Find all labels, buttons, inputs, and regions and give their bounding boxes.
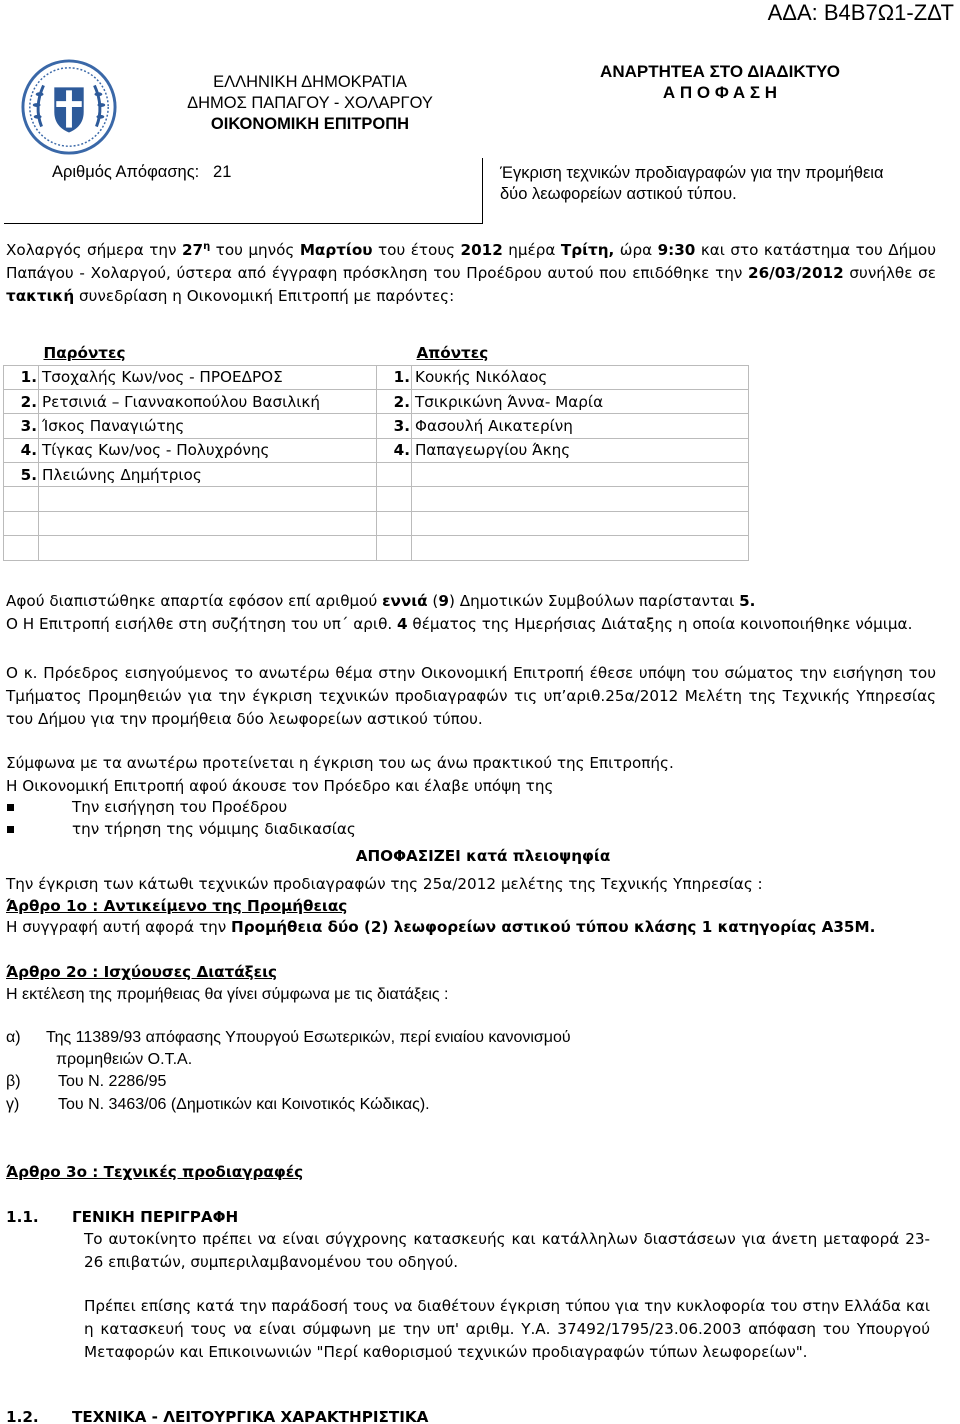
provision-text: Του Ν. 2286/95 [58, 1073, 167, 1090]
bullet-item: Την εισήγηση του Προέδρου [72, 798, 288, 816]
provision-text-cont: προμηθειών Ο.Τ.Α. [56, 1051, 193, 1068]
bullet-item: την τήρηση της νόμιμης διαδικασίας [72, 820, 356, 838]
section-1-paragraph-1: Το αυτοκίνητο πρέπει να είναι σύγχρονης κατασκευής και κατάλληλων διαστάσεων για άνετη μεταφορά 23-26 επιβατών, συμπεριλαμβανομένου του οδηγού. [84, 1230, 930, 1271]
header-country: ΕΛΛΗΝΙΚΗ ΔΗΜΟΚΡΑΤΙΑ [213, 73, 407, 91]
table-row: 1. Τσοχαλής Κων/νος - ΠΡΟΕΔΡΟΣ 1. Κουκής Νικόλαος [4, 365, 749, 389]
president-paragraph: Ο κ. Πρόεδρος εισηγούμενος το ανωτέρω θέμα στην Οικονομική Επιτροπή έθεσε υπόψη του σώματος την εισήγηση του Τμήματος Προμηθειών για την έγκριση τεχνικών προδιαγραφών τις υπ’αριθ.25α/2012 Μελέτη της Τεχνικής Υπηρεσίας του Δήμου για την προμήθεια δύο λεωφορείων αστικού τύπου. [6, 664, 936, 728]
article-1-title: Άρθρο 1ο : Αντικείμενο της Προμήθειας [6, 897, 348, 915]
decision-label: Αριθμός Απόφασης: [52, 163, 200, 181]
subject-line-2: δύο λεωφορείων αστικού τύπου. [500, 185, 737, 203]
announce-internet: ΑΝΑΡΤΗΤΕΑ ΣΤΟ ΔΙΑΔΙΚΤΥΟ [600, 62, 840, 81]
article-1-text: Η συγγραφή αυτή αφορά την Προμήθεια δύο (2) λεωφορείων αστικού τύπου κλάσης 1 κατηγορίας Α35Μ. [6, 918, 876, 936]
section-2-title: ΤΕΧΝΙΚΑ - ΛΕΙΤΟΥΡΓΙΚΑ ΧΑΡΑΚΤΗΡΙΣΤΙΚΑ [72, 1408, 429, 1424]
present-header: Παρόντες [43, 343, 126, 362]
approval-line: Την έγκριση των κάτωθι τεχνικών προδιαγραφών της 25α/2012 μελέτης της Τεχνικής Υπηρεσίας : [6, 875, 763, 893]
announcement [560, 61, 880, 103]
subject-line-1: Έγκριση τεχνικών προδιαγραφών για την προμήθεια [500, 164, 884, 182]
decides-heading: ΑΠΟΦΑΣΙΖΕΙ κατά πλειοψηφία [355, 847, 611, 865]
intro-paragraph: Χολαργός σήμερα την $27^\eta$ του μηνός Μαρτίου του έτους 2012 ημέρα Τρίτη, ώρα 9:30 και στο κατάστημα του Δήμου Παπάγου - Χολαργού, ύστερα από έγγραφη πρόσκληση του Προέδρου αυτού που επιδόθηκε την 26/03/2012 συνήλθε σε τακτική συνεδρίαση η Οικονομική Επιτροπή με παρόντες: [6, 241, 937, 306]
greek-emblem-icon [20, 58, 118, 156]
provision-mark: α) [6, 1029, 21, 1046]
decision-value: 21 [213, 163, 232, 181]
table-row-empty [4, 536, 749, 560]
bullet-icon [7, 804, 14, 811]
quorum-paragraph: Αφού διαπιστώθηκε απαρτία εφόσον επί αριθμού εννιά (9) Δημοτικών Συμβούλων παρίστανται 5. Ο Η Επιτροπή εισήλθε στη συζήτηση του υπ΄ αριθ. 4 θέματος της Ημερήσιας Διάταξης η οποία κοινοποιήθηκε νόμιμα. [6, 592, 913, 633]
issuer-header [140, 72, 480, 135]
article-2-intro: Η εκτέλεση της προμήθειας θα γίνει σύμφωνα με τις διατάξεις : [6, 986, 449, 1003]
proposal-line-2: Η Οικονομική Επιτροπή αφού άκουσε τον Πρόεδρο και έλαβε υπόψη της [6, 777, 554, 795]
provision-mark: γ) [6, 1096, 20, 1113]
section-1-number: 1.1. [6, 1208, 39, 1226]
decision-subject [500, 163, 940, 205]
bullet-icon [7, 826, 14, 833]
provision-mark: β) [6, 1073, 21, 1090]
absent-header: Απόντες [416, 343, 489, 362]
divider-horizontal [4, 223, 483, 224]
provision-text: Της 11389/93 απόφασης Υπουργού Εσωτερικών, περί ενιαίου κανονισμού [46, 1029, 571, 1046]
table-row-empty [4, 511, 749, 535]
table-row: 4. Τίγκας Κων/νος - Πολυχρόνης 4. Παπαγεωργίου Άκης [4, 438, 749, 462]
section-1-paragraph-2: Πρέπει επίσης κατά την παράδοσή τους να διαθέτουν έγκριση τύπου για την κυκλοφορία του στην Ελλάδα και η κατασκευή τους να είναι σύμφωνη με την υπ' αριθμ. Υ.Α. 37492/1795/23.06.2003 απόφαση του Υπουργού Μεταφορών και Επικοινωνιών "Περί καθορισμού τεχνικών προδιαγραφών τύπων λεωφορείων". [84, 1297, 930, 1361]
table-row-empty [4, 487, 749, 511]
attendance-table [3, 341, 749, 561]
announce-decision: Α Π Ο Φ Α Σ Η [662, 83, 778, 102]
provision-text: Του Ν. 3463/06 (Δημοτικών και Κοινοτικός Κώδικας). [58, 1096, 430, 1113]
ada-code: ΑΔΑ: Β4Β7Ω1-ΖΔΤ [767, 0, 954, 25]
header-municipality: ΔΗΜΟΣ ΠΑΠΑΓΟΥ - ΧΟΛΑΡΓΟΥ [187, 94, 433, 112]
table-row: 5. Πλειώνης Δημήτριος [4, 463, 749, 487]
article-3-title: Άρθρο 3ο : Τεχνικές προδιαγραφές [6, 1163, 304, 1181]
proposal-line-1: Σύμφωνα με τα ανωτέρω προτείνεται η έγκριση του ως άνω πρακτικού της Επιτροπής. [6, 754, 674, 772]
proposal-paragraph [6, 752, 936, 798]
divider-vertical [482, 158, 483, 224]
article-2-title: Άρθρο 2ο : Ισχύουσες Διατάξεις [6, 963, 278, 981]
header-committee: ΟΙΚΟΝΟΜΙΚΗ ΕΠΙΤΡΟΠΗ [210, 115, 410, 133]
section-2-number: 1.2. [6, 1408, 39, 1424]
section-1-title: ΓΕΝΙΚΗ ΠΕΡΙΓΡΑΦΗ [72, 1208, 239, 1226]
table-row: 2. Ρετσινιά – Γιαννακοπούλου Βασιλική 2. Τσικρικώνη Άννα- Μαρία [4, 389, 749, 413]
table-row: 3. Ίσκος Παναγιώτης 3. Φασουλή Αικατερίνη [4, 414, 749, 438]
decision-number [52, 163, 231, 182]
